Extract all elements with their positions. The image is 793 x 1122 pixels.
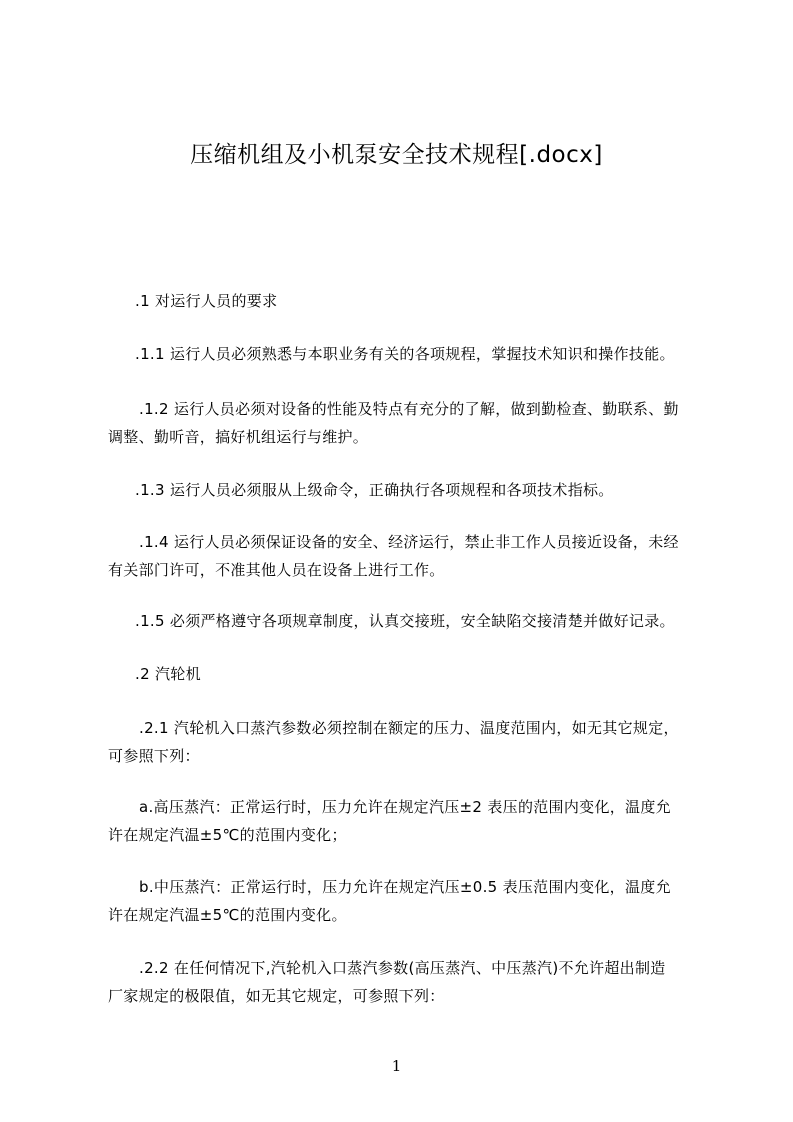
paragraph-1-4 — [108, 528, 708, 584]
paragraph-line: .1.2 运行人员必须对设备的性能及特点有充分的了解，做到勤检查、勤联系、勤 — [139, 400, 679, 418]
paragraph-line: .2.2 在任何情况下,汽轮机入口蒸汽参数(高压蒸汽、中压蒸汽)不允许超出制造 — [139, 959, 666, 977]
paragraph-2-2 — [108, 954, 708, 1010]
paragraph-line: 可参照下列： — [108, 747, 200, 765]
paragraph-1-1 — [108, 340, 708, 368]
paragraph-item-a — [108, 793, 708, 849]
paragraph-line: 许在规定汽温±5℃的范围内变化； — [108, 826, 347, 844]
paragraph-line: 许在规定汽温±5℃的范围内变化。 — [108, 906, 347, 924]
document-title: 压缩机组及小机泵安全技术规程[.docx] — [190, 142, 603, 168]
paragraph-1-2 — [108, 395, 708, 451]
paragraph-line: 厂家规定的极限值，如无其它规定，可参照下列： — [108, 987, 445, 1005]
paragraph-line: .1.3 运行人员必须服从上级命令，正确执行各项规程和各项技术指标。 — [135, 481, 614, 499]
paragraph-line: 有关部门许可，不准其他人员在设备上进行工作。 — [108, 561, 445, 579]
paragraph-line: .2 汽轮机 — [135, 665, 201, 683]
paragraph-line: .1.1 运行人员必须熟悉与本职业务有关的各项规程，掌握技术知识和操作技能。 — [135, 345, 675, 363]
paragraph-line: .2.1 汽轮机入口蒸汽参数必须控制在额定的压力、温度范围内，如无其它规定， — [139, 719, 679, 737]
paragraph-line: a.高压蒸汽：正常运行时，压力允许在规定汽压±2 表压的范围内变化，温度允 — [139, 798, 671, 816]
page-number: 1 — [391, 1057, 402, 1075]
paragraph-2-1 — [108, 714, 708, 770]
paragraph-1-3 — [108, 476, 708, 504]
paragraph-item-b — [108, 873, 708, 929]
paragraph-section-2 — [108, 660, 708, 688]
paragraph-line: 调整、勤听音，搞好机组运行与维护。 — [108, 428, 369, 446]
paragraph-line: .1.5 必须严格遵守各项规章制度，认真交接班，安全缺陷交接清楚并做好记录。 — [135, 612, 675, 630]
paragraph-1-5 — [108, 607, 708, 635]
paragraph-section-1 — [108, 287, 708, 315]
paragraph-line: .1.4 运行人员必须保证设备的安全、经济运行，禁止非工作人员接近设备，未经 — [139, 533, 679, 551]
paragraph-line: .1 对运行人员的要求 — [135, 292, 278, 310]
paragraph-line: b.中压蒸汽：正常运行时，压力允许在规定汽压±0.5 表压范围内变化，温度允 — [139, 878, 671, 896]
